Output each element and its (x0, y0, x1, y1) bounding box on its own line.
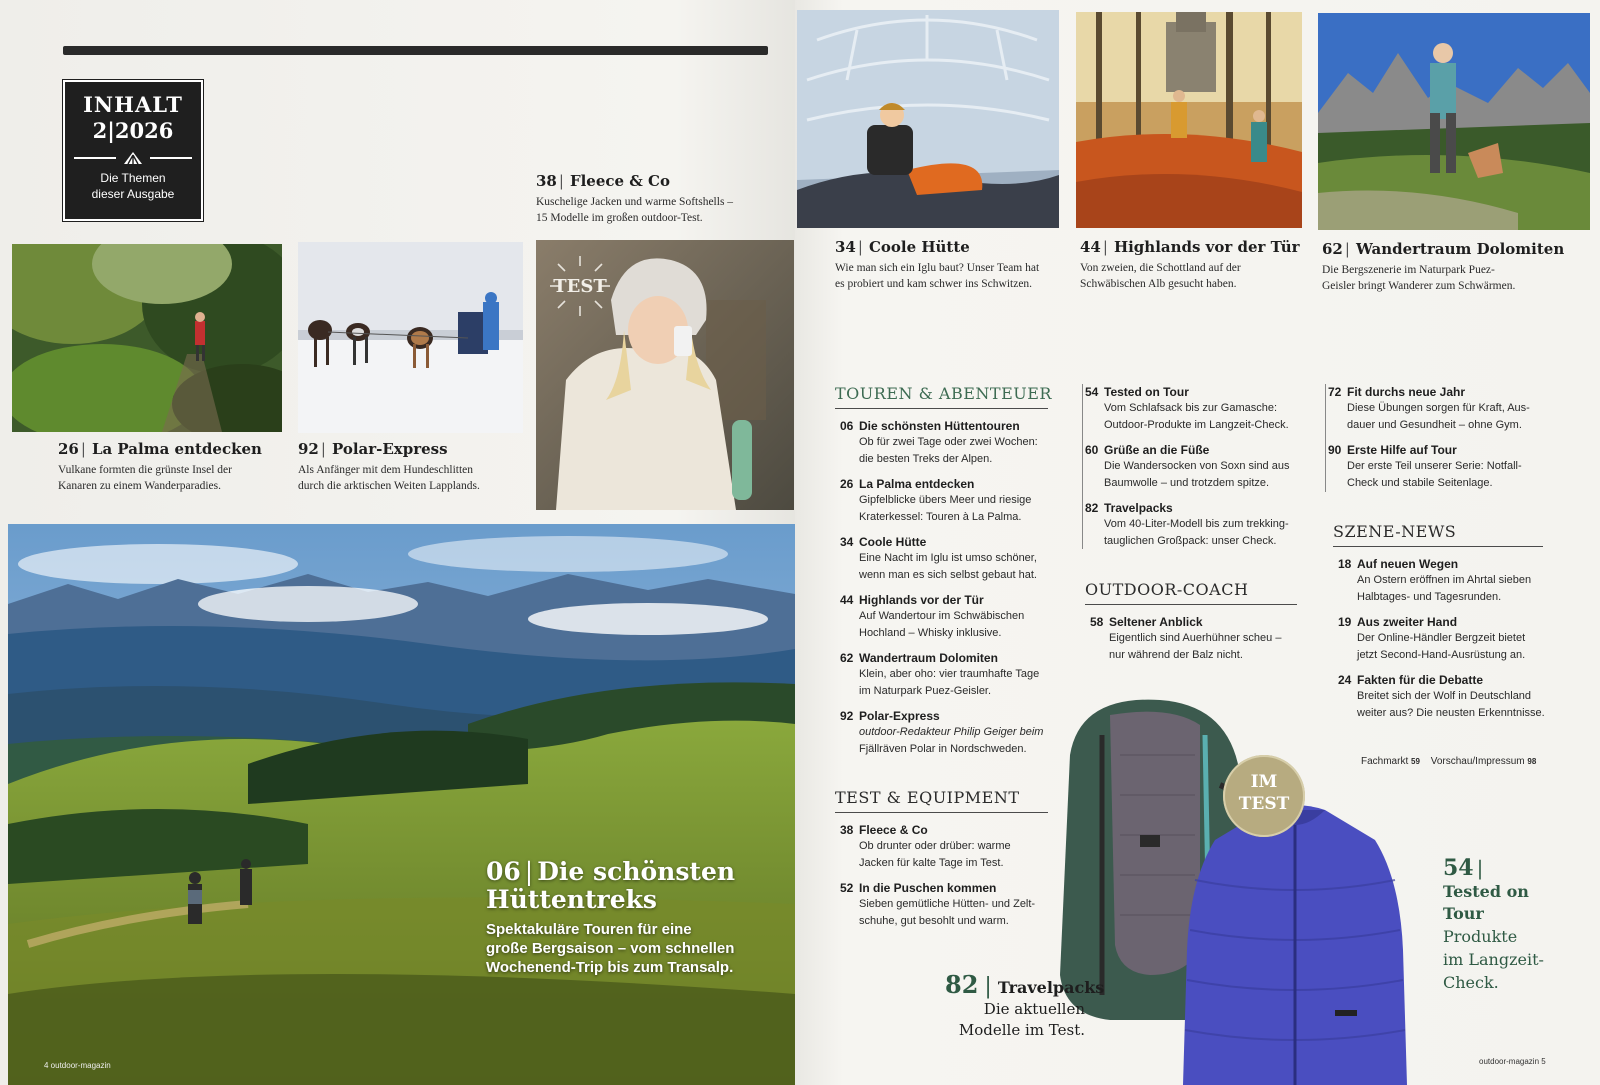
left-folio: 4 outdoor-magazin (44, 1061, 111, 1070)
toc-title: Grüße an die Füße (1104, 443, 1210, 457)
stamp-line2: TEST (1238, 794, 1290, 814)
toc-desc: Baumwolle – und trotzdem spitze. (1104, 476, 1270, 489)
toc-title: Aus zweiter Hand (1357, 615, 1458, 629)
toc-desc: jetzt Second-Hand-Ausrüstung an. (1357, 648, 1526, 661)
toc-desc: Vom 40-Liter-Modell bis zum trekking- (1104, 518, 1289, 530)
toc-page-number: 24 (1338, 673, 1352, 687)
toc-page-number: 72 (1328, 385, 1342, 399)
toc-desc: Ob drunter oder drüber: warme (859, 840, 1011, 852)
top-caption-desc: Die Bergszenerie im Naturpark Puez- (1322, 264, 1495, 276)
toc-title: La Palma entdecken (859, 477, 975, 491)
polar-photo[interactable] (298, 242, 523, 433)
right-folio: outdoor-magazin 5 (1479, 1057, 1546, 1066)
top-caption-desc: Wie man sich ein Iglu baut? Unser Team hat (835, 262, 1040, 274)
toc-title: Coole Hütte (859, 535, 927, 549)
toc-desc: outdoor-Redakteur Philip Geiger beim (859, 726, 1044, 738)
top-caption-2[interactable] (1322, 240, 1564, 294)
lapalma-photo[interactable] (12, 244, 282, 432)
travelpacks-line2: Modelle im Test. (958, 1021, 1085, 1039)
column-divider (1325, 384, 1326, 492)
toc-title: Seltener Anblick (1109, 615, 1203, 629)
fleece-caption[interactable] (536, 172, 733, 226)
contents-logo (63, 80, 203, 221)
toc-item[interactable] (840, 476, 1031, 525)
logo-rule (65, 150, 201, 166)
lapalma-caption[interactable] (58, 440, 262, 494)
feature-headline[interactable]: 06 | Die schönsten Hüttentreks Spektakuläre Touren für eine große Bergsaison – vom schnellen Wochenend-Trip bis zum Transalp. (486, 857, 736, 976)
tested-num: 54 (1443, 855, 1474, 881)
polar-title: Polar-Express (331, 440, 448, 458)
tested-line3: Check. (1443, 973, 1499, 992)
toc-page-number: 60 (1085, 443, 1099, 457)
toc-page-number: 58 (1090, 615, 1104, 629)
toc-title: Die schönsten Hüttentouren (859, 419, 1020, 433)
travelpacks-line1: Die aktuellen (983, 1000, 1085, 1018)
toc-desc: Halbtages- und Tagesrunden. (1357, 590, 1502, 603)
toc-item[interactable] (1090, 614, 1281, 663)
stamp-line1: IM (1250, 772, 1278, 792)
toc-title: Fakten für die Debatte (1357, 673, 1484, 687)
toc-item[interactable] (840, 822, 1011, 871)
section-szene: SZENE-NEWS (1333, 522, 1543, 547)
lapalma-num: 26 | (58, 440, 86, 458)
top-caption-1[interactable] (1080, 238, 1300, 292)
igloo-photo[interactable] (797, 10, 1059, 228)
toc-desc: Gipfelblicke übers Meer und riesige (859, 494, 1032, 506)
top-caption-num: 44 | (1080, 238, 1108, 256)
toc-item[interactable] (840, 708, 1043, 757)
highlands-photo[interactable] (1076, 12, 1302, 228)
top-caption-title: Wandertraum Dolomiten (1355, 240, 1565, 258)
right-page (795, 0, 1600, 1085)
travelpacks-callout[interactable]: 82 | Travelpacks Die aktuellen Modelle im Test. (945, 970, 1105, 1039)
feature-sub2: große Bergsaison – vom schnellen (486, 940, 735, 957)
polar-desc1: Als Anfänger mit dem Hundeschlitten (298, 464, 474, 476)
toc-page-number: 38 (840, 823, 854, 837)
top-rule (63, 46, 768, 55)
toc-title: Erste Hilfe auf Tour (1347, 443, 1457, 457)
toc-desc: Die Wandersocken von Soxn sind aus (1104, 460, 1290, 472)
toc-item[interactable] (1328, 442, 1522, 491)
toc-desc: die besten Treks der Alpen. (859, 452, 993, 465)
toc-page-number: 44 (840, 593, 854, 607)
tested-line2: im Langzeit- (1443, 950, 1544, 969)
toc-desc: An Ostern eröffnen im Ahrtal sieben (1357, 574, 1532, 586)
top-caption-num: 34 | (835, 238, 863, 256)
top-caption-num: 62 | (1322, 240, 1350, 258)
toc-item[interactable] (1085, 500, 1289, 549)
toc-desc: Klein, aber oho: vier traumhafte Tage (859, 668, 1040, 680)
left-page (0, 0, 795, 1085)
toc-desc: Jacken für kalte Tage im Test. (859, 856, 1004, 869)
travelpacks-num: 82 (945, 970, 979, 999)
tested-callout[interactable]: 54 | Tested on Tour Produkte im Langzeit- Check. (1443, 855, 1573, 994)
top-caption-desc: es probiert und kam schwer ins Schwitzen. (835, 278, 1033, 290)
toc-desc: im Naturpark Puez-Geisler. (859, 684, 992, 697)
fachmarkt-page: 59 (1411, 757, 1420, 766)
column-divider (1082, 384, 1083, 549)
im-test-stamp (1223, 755, 1305, 837)
toc-page-number: 26 (840, 477, 854, 491)
jacket-image[interactable] (1175, 800, 1415, 1085)
toc-desc: weiter aus? Die neusten Erkenntnisse. (1357, 706, 1545, 719)
vorschau-label: Vorschau/Impressum (1430, 756, 1525, 767)
section-touren: TOUREN & ABENTEUER (835, 384, 1048, 409)
polar-num: 92 | (298, 440, 326, 458)
toc-title: Auf neuen Wegen (1357, 557, 1459, 571)
toc-title: Fit durchs neue Jahr (1347, 385, 1466, 399)
toc-item[interactable] (1338, 556, 1531, 605)
shell-icon (122, 150, 144, 166)
misc-links[interactable] (1361, 756, 1536, 767)
lapalma-desc1: Vulkane formten die grünste Insel der (58, 464, 232, 476)
toc-item[interactable] (1328, 384, 1530, 433)
toc-page-number: 82 (1085, 501, 1099, 515)
fachmarkt-label: Fachmarkt (1361, 756, 1409, 767)
section-test: TEST & EQUIPMENT (835, 788, 1048, 813)
toc-desc: Der Online-Händler Bergzeit bietet (1357, 632, 1526, 644)
toc-desc: dauer und Gesundheit – ohne Gym. (1347, 418, 1522, 431)
feature-photo[interactable] (8, 524, 795, 1085)
polar-desc2: durch die arktischen Weiten Lapplands. (298, 480, 480, 492)
top-caption-desc: Von zweien, die Schottland auf der (1080, 262, 1241, 274)
toc-page-number: 92 (840, 709, 854, 723)
toc-desc: Ob für zwei Tage oder zwei Wochen: (859, 436, 1038, 448)
lapalma-desc2: Kanaren zu einem Wanderparadies. (58, 480, 221, 492)
feature-title2: Hüttentreks (486, 885, 657, 914)
toc-desc: Check und stabile Seitenlage. (1347, 476, 1493, 489)
toc-desc: Auf Wandertour im Schwäbischen (859, 610, 1025, 622)
toc-item[interactable] (840, 534, 1037, 583)
toc-title: Highlands vor der Tür (859, 593, 984, 607)
tested-line1: Produkte (1443, 927, 1518, 946)
tested-title1: Tested on (1443, 882, 1529, 901)
toc-title: Polar-Express (859, 709, 940, 723)
dolomiten-photo[interactable] (1318, 13, 1590, 230)
toc-desc: Outdoor-Produkte im Langzeit-Check. (1104, 418, 1289, 431)
top-caption-desc: Schwäbischen Alb gesucht haben. (1080, 278, 1237, 290)
top-caption-title: Highlands vor der Tür (1113, 238, 1300, 256)
logo-line1: INHALT (83, 92, 183, 117)
fleece-photo[interactable] (536, 240, 794, 510)
feature-num: 06 (486, 857, 521, 886)
logo-sub1: Die Themen (100, 171, 166, 185)
toc-desc: Hochland – Whisky inklusive. (859, 626, 1002, 639)
toc-desc: Fjällräven Polar in Nordschweden. (859, 742, 1027, 755)
toc-desc: wenn man es sich selbst gebaut hat. (859, 568, 1037, 581)
toc-page-number: 54 (1085, 385, 1099, 399)
toc-page-number: 90 (1328, 443, 1342, 457)
fleece-desc2: 15 Modelle im großen outdoor-Test. (536, 212, 703, 224)
toc-page-number: 18 (1338, 557, 1352, 571)
lapalma-title: La Palma entdecken (91, 440, 262, 458)
toc-desc: Diese Übungen sorgen für Kraft, Aus- (1347, 402, 1530, 414)
fleece-title: Fleece & Co (569, 172, 670, 190)
toc-desc: Eigentlich sind Auerhühner scheu – (1109, 632, 1282, 644)
toc-item[interactable] (1338, 614, 1525, 663)
toc-title: Travelpacks (1104, 501, 1173, 515)
feature-title1: Die schönsten (537, 857, 736, 886)
toc-page-number: 34 (840, 535, 854, 549)
toc-title: Wandertraum Dolomiten (859, 651, 998, 665)
section-coach: OUTDOOR-COACH (1085, 580, 1297, 605)
toc-item[interactable] (1085, 384, 1289, 433)
test-badge-label: TEST (553, 276, 607, 297)
toc-item[interactable] (840, 880, 1035, 929)
fleece-desc1: Kuschelige Jacken und warme Softshells – (536, 196, 734, 208)
toc-item[interactable] (840, 418, 1038, 467)
travelpacks-title: Travelpacks (997, 978, 1105, 997)
toc-title: In die Puschen kommen (859, 881, 997, 895)
toc-page-number: 52 (840, 881, 854, 895)
toc-item[interactable] (1085, 442, 1289, 491)
toc-desc: Breitet sich der Wolf in Deutschland (1357, 690, 1532, 702)
toc-desc: nur während der Balz nicht. (1109, 648, 1243, 661)
toc-desc: schuhe, gut besohlt und warm. (859, 914, 1009, 927)
toc-page-number: 19 (1338, 615, 1352, 629)
tested-title2: Tour (1443, 904, 1484, 923)
fleece-num: 38 | (536, 172, 564, 190)
toc-item[interactable] (840, 650, 1039, 699)
toc-desc: Sieben gemütliche Hütten- und Zelt- (859, 898, 1036, 910)
vorschau-page: 98 (1527, 757, 1537, 766)
toc-item[interactable] (840, 592, 1024, 641)
toc-desc: Eine Nacht im Iglu ist umso schöner, (859, 552, 1037, 564)
polar-caption[interactable] (298, 440, 480, 494)
toc-desc: tauglichen Großpack: unser Check. (1104, 534, 1277, 547)
toc-page-number: 62 (840, 651, 854, 665)
toc-item[interactable] (1338, 672, 1545, 721)
feature-sub3: Wochenend-Trip bis zum Transalp. (486, 959, 734, 976)
top-caption-desc: Geisler bringt Wanderer zum Schwärmen. (1322, 280, 1516, 292)
logo-sub2: dieser Ausgabe (91, 187, 175, 201)
top-caption-title: Coole Hütte (868, 238, 970, 256)
toc-title: Tested on Tour (1104, 385, 1189, 399)
toc-title: Fleece & Co (859, 823, 928, 837)
feature-sub1: Spektakuläre Touren für eine (486, 921, 692, 938)
toc-desc: Vom Schlafsack bis zur Gamasche: (1104, 402, 1278, 414)
toc-desc: Kraterkessel: Touren à La Palma. (859, 510, 1022, 523)
top-caption-0[interactable] (835, 238, 1039, 292)
toc-desc: Der erste Teil unserer Serie: Notfall- (1347, 460, 1522, 472)
toc-page-number: 06 (840, 419, 854, 433)
logo-issue: 2|2026 (92, 118, 174, 143)
test-badge (548, 254, 612, 318)
